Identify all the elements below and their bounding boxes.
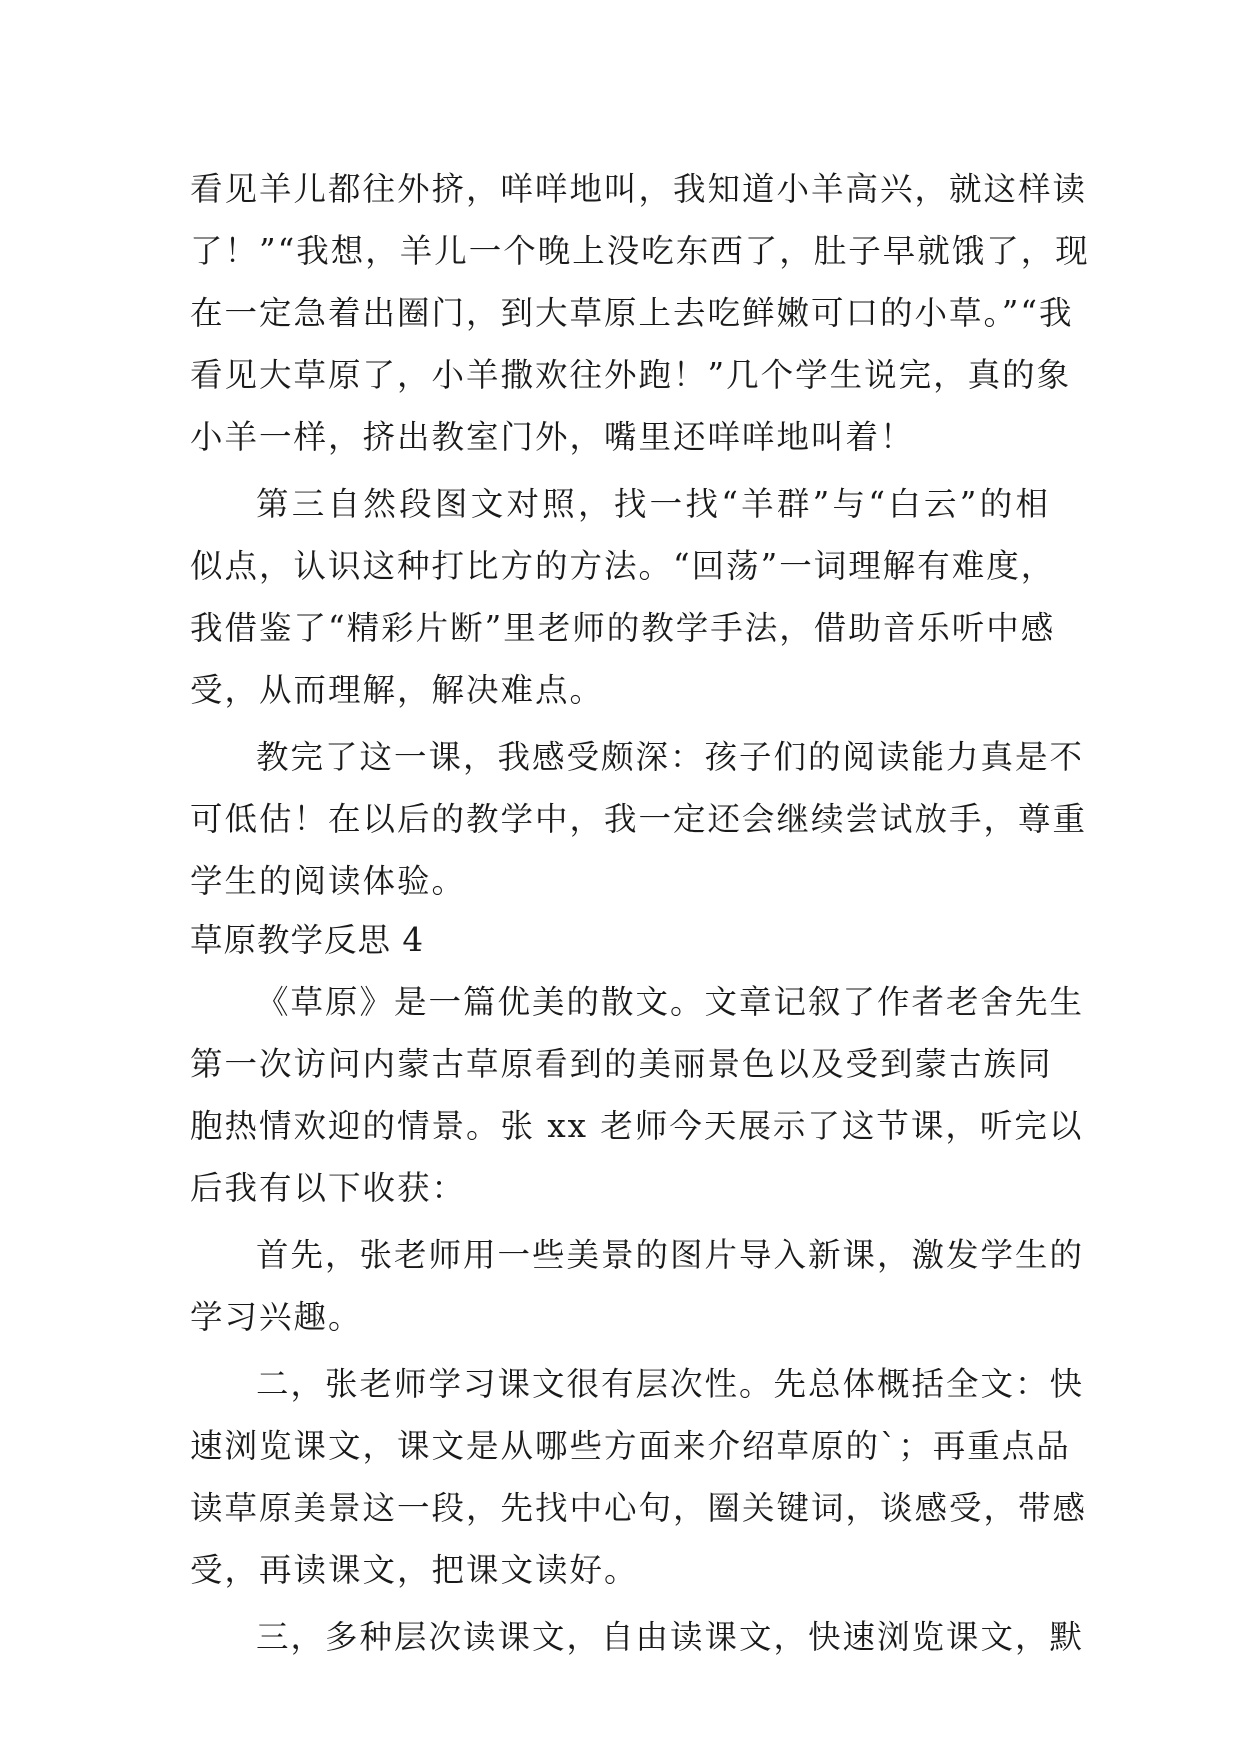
text-line: 受，再读课文，把课文读好。 bbox=[190, 1551, 639, 1589]
paragraph-first-line: 第三自然段图文对照，找一找“羊群”与“白云”的相 bbox=[256, 485, 1050, 523]
text-line: 看见羊儿都往外挤，咩咩地叫，我知道小羊高兴，就这样读 bbox=[190, 170, 1088, 208]
text-line: 可低估！在以后的教学中，我一定还会继续尝试放手，尊重 bbox=[190, 800, 1088, 838]
paragraph-first-line: 三，多种层次读课文，自由读课文，快速浏览课文，默 bbox=[256, 1618, 1085, 1656]
text-line: 后我有以下收获： bbox=[190, 1169, 467, 1207]
text-line: 学习兴趣。 bbox=[190, 1298, 363, 1336]
text-line: 速浏览课文，课文是从哪些方面来介绍草原的`；再重点品 bbox=[190, 1427, 1071, 1465]
paragraph-first-line: 教完了这一课，我感受颇深：孩子们的阅读能力真是不 bbox=[256, 738, 1085, 776]
text-line: 受，从而理解，解决难点。 bbox=[190, 671, 605, 709]
text-line: 似点，认识这种打比方的方法。“回荡”一词理解有难度， bbox=[190, 547, 1056, 585]
document-body bbox=[190, 158, 1090, 1668]
text-line: 学生的阅读体验。 bbox=[190, 862, 467, 900]
paragraph-first-line: 首先，张老师用一些美景的图片导入新课，激发学生的 bbox=[256, 1236, 1085, 1274]
text-line: 我借鉴了“精彩片断”里老师的教学手法，借助音乐听中感 bbox=[190, 609, 1056, 647]
text-line: 读草原美景这一段，先找中心句，圈关键词，谈感受，带感 bbox=[190, 1489, 1088, 1527]
paragraph-first-line: 二，张老师学习课文很有层次性。先总体概括全文：快 bbox=[256, 1365, 1085, 1403]
paragraph-first-line: 《草原》是一篇优美的散文。文章记叙了作者老舍先生 bbox=[256, 983, 1085, 1021]
text-line: 胞热情欢迎的情景。张 xx 老师今天展示了这节课，听完以 bbox=[190, 1107, 1084, 1145]
text-line: 小羊一样，挤出教室门外，嘴里还咩咩地叫着！ bbox=[190, 418, 915, 456]
text-line: 在一定急着出圈门，到大草原上去吃鲜嫩可口的小草。”“我 bbox=[190, 294, 1074, 332]
text-line: 第一次访问内蒙古草原看到的美丽景色以及受到蒙古族同 bbox=[190, 1045, 1053, 1083]
text-line: 了！”“我想，羊儿一个晚上没吃东西了，肚子早就饿了，现 bbox=[190, 232, 1090, 270]
section-heading: 草原教学反思 4 bbox=[190, 921, 425, 959]
text-line: 看见大草原了，小羊撒欢往外跑！”几个学生说完，真的象 bbox=[190, 356, 1072, 394]
